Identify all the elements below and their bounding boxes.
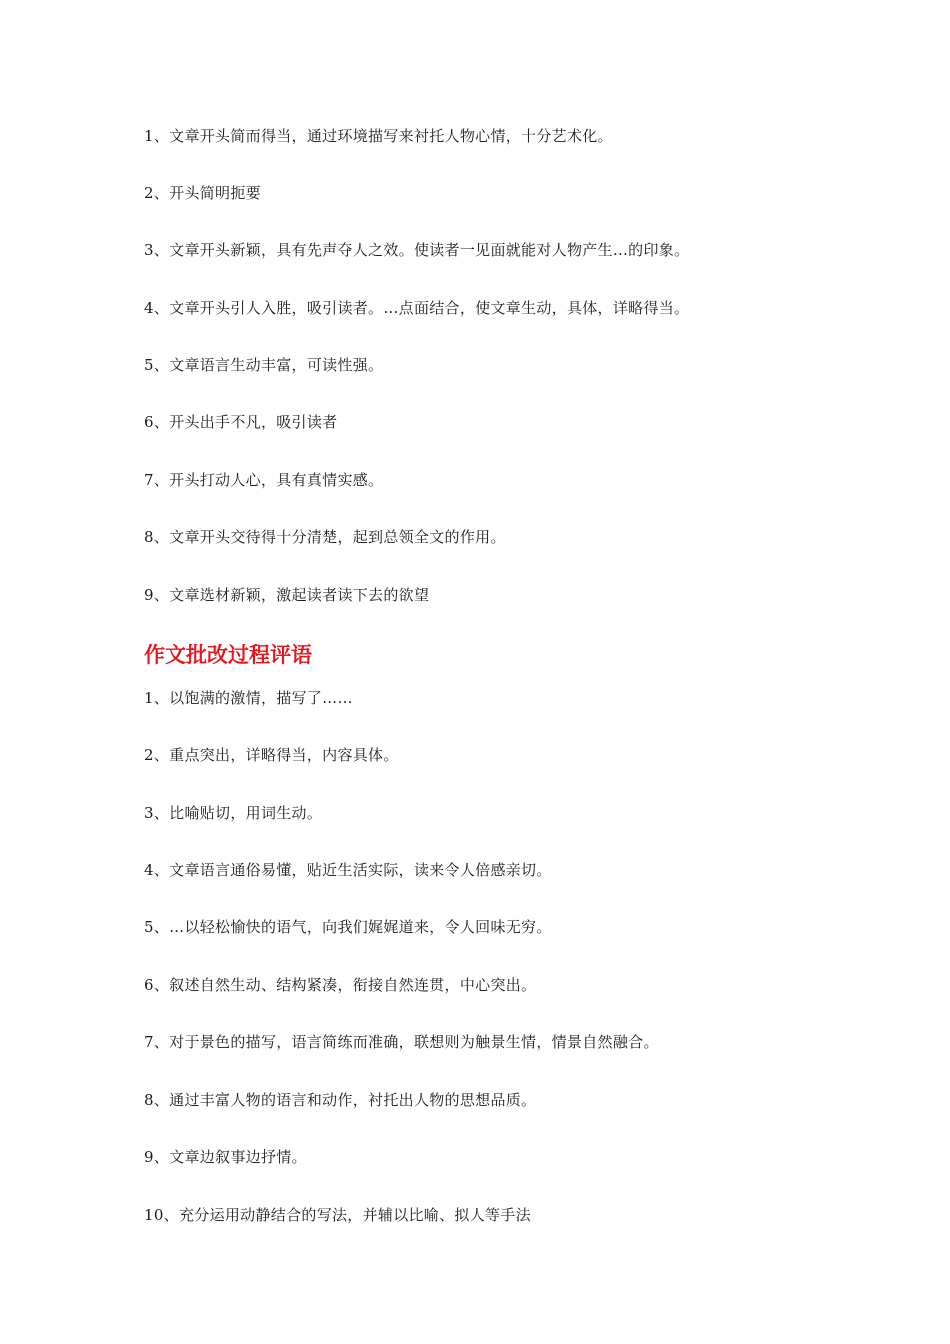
section-heading: 作文批改过程评语 [144,643,312,667]
comment-item: 3、比喻贴切，用词生动。 [144,804,323,822]
comment-item: 5、文章语言生动丰富，可读性强。 [144,356,384,374]
comment-item: 10、充分运用动静结合的写法，并辅以比喻、拟人等手法 [144,1206,531,1224]
comment-item: 1、文章开头简而得当，通过环境描写来衬托人物心情，十分艺术化。 [144,127,613,145]
comment-item: 9、文章选材新颖，激起读者读下去的欲望 [144,586,430,604]
comment-item: 2、开头简明扼要 [144,184,261,202]
comment-item: 7、开头打动人心，具有真情实感。 [144,471,384,489]
comment-item: 8、通过丰富人物的语言和动作，衬托出人物的思想品质。 [144,1091,537,1109]
comment-item: 2、重点突出，详略得当，内容具体。 [144,746,399,764]
comment-item: 9、文章边叙事边抒情。 [144,1148,307,1166]
comment-item: 4、文章语言通俗易懂，贴近生活实际，读来令人倍感亲切。 [144,861,552,879]
comment-item: 3、文章开头新颖，具有先声夺人之效。使读者一见面就能对人物产生…的印象。 [144,241,690,259]
comment-item: 1、以饱满的激情，描写了…… [144,689,353,707]
comment-item: 8、文章开头交待得十分清楚，起到总领全文的作用。 [144,528,506,546]
comment-item: 4、文章开头引人入胜，吸引读者。…点面结合，使文章生动，具体，详略得当。 [144,299,690,317]
comment-item: 7、对于景色的描写，语言简练而准确，联想则为触景生情，情景自然融合。 [144,1033,659,1051]
comment-item: 6、开头出手不凡，吸引读者 [144,413,338,431]
comment-item: 6、叙述自然生动、结构紧凑，衔接自然连贯，中心突出。 [144,976,537,994]
comment-item: 5、…以轻松愉快的语气，向我们娓娓道来，令人回味无穷。 [144,918,552,936]
